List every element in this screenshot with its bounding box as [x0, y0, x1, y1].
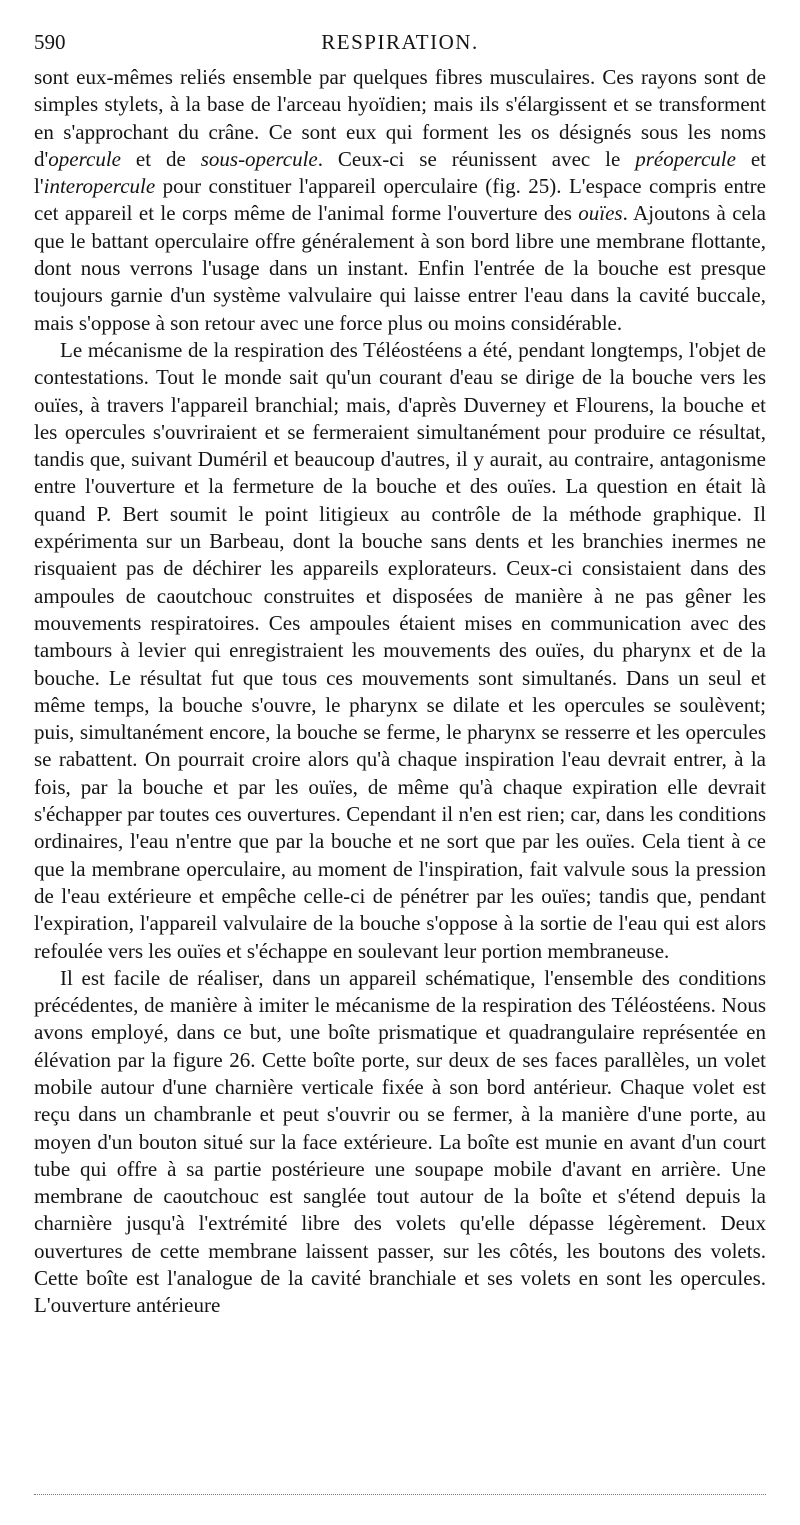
paragraph — [34, 337, 766, 965]
italic-term: sous-opercule — [200, 146, 318, 171]
text-run: pour constituer l'appareil operculaire (fig. 25). L'espace compris entre cet appareil et le corps même de l'animal forme l'ouverture des — [34, 174, 766, 226]
text-run: sont eux-mêmes reliés ensemble par quelques fibres musculaires. Ces rayons sont de simples stylets, à la base de l'arceau hyoïdien; mais ils s'élargissent et se transforment en s'approchant du crâne. Ce sont eux qui forment les os désignés sous les noms d' — [34, 65, 766, 171]
text-run: . Ceux-ci se réunissent avec le — [317, 146, 636, 171]
text-run: Il est facile de réaliser, dans un appareil schématique, l'ensemble des conditions précédentes, de manière à imiter le mécanisme de la respiration des Téléostéens. Nous avons employé, dans ce but, une boîte prismatique et quadrangulaire représentée en élévation par la figure 26. Cette boîte porte, sur deux de ses faces parallèles, un volet mobile autour d'une charnière verticale fixée à son bord antérieur. Chaque volet est reçu dans un chambranle et peut s'ouvrir ou se fermer, à la manière d'une porte, au moyen d'un bouton situé sur la face extérieure. La boîte est munie en avant d'un court tube qui offre à sa partie postérieure une soupape mobile d'avant en arrière. Une membrane de caoutchouc est sanglée tout autour de la boîte et s'étend depuis la charnière jusqu'à l'extrémité libre des volets qu'elle dépasse légèrement. Deux ouvertures de cette membrane laissent passer, sur les côtés, les boutons des volets. Cette boîte est l'analogue de la cavité branchiale et ses volets en sont les opercules. L'ouverture antérieure — [34, 965, 766, 1318]
italic-term: opercule — [48, 146, 121, 171]
text-run: Le mécanisme de la respiration des Téléostéens a été, pendant longtemps, l'objet de contestations. Tout le monde sait qu'un courant d'eau se dirige de la bouche vers les ouïes, à travers l'appareil branchial; mais, d'après Duverney et Flourens, la bouche et les opercules s'ouvriraient et se fermeraient simultanément pour produire ce résultat, tandis que, suivant Duméril et beaucoup d'autres, il y aurait, au contraire, antagonisme entre l'ouverture et la fermeture de la bouche et des ouïes. La question en était là quand P. Bert soumit le point litigieux au contrôle de la méthode graphique. Il expérimenta sur un Barbeau, dont la bouche sans dents et les branchies inermes ne risquaient pas de déchirer les appareils explorateurs. Ceux-ci consistaient dans des ampoules de caoutchouc construites et disposées de manière à ne pas gêner les mouvements respiratoires. Ces ampoules étaient mises en communication avec des tambours à levier qui enregistraient les mouvements des ouïes, du pharynx et de la bouche. Le résultat fut que tous ces mouvements sont simultanés. Dans un seul et même temps, la bouche s'ouvre, le pharynx se dilate et les opercules se soulèvent; puis, simultanément encore, la bouche se ferme, le pharynx se resserre et les opercules se rabattent. On pourrait croire alors qu'à chaque inspiration l'eau devrait entrer, à la fois, par la bouche et par les ouïes, de même qu'à chaque expiration elle devrait s'échapper par toutes ces ouvertures. Cependant il n'en est rien; car, dans les conditions ordinaires, l'eau n'entre que par la bouche et ne sort que par les ouïes. Cela tient à ce que la membrane operculaire, au moment de l'inspiration, fait valvule sous la pression de l'eau extérieure et empêche celle-ci de pénétrer par les ouïes; tandis que, pendant l'expiration, l'appareil valvulaire de la bouche s'oppose à la sortie de l'eau qui est alors refoulée vers les ouïes et s'échappe en soulevant leur portion membraneuse. — [34, 337, 766, 963]
italic-term: ouïes — [578, 201, 623, 226]
page-header — [34, 30, 766, 60]
italic-term: préopercule — [635, 146, 736, 171]
text-run: et l' — [34, 146, 766, 199]
italic-term: interopercule — [43, 174, 156, 199]
paragraph — [34, 965, 766, 1320]
body-text — [34, 64, 766, 1320]
footer-rule — [34, 1494, 766, 1495]
text-run: et de — [121, 146, 201, 171]
paragraph — [34, 64, 766, 337]
running-head: RESPIRATION. — [321, 30, 479, 54]
page-number: 590 — [34, 30, 66, 54]
text-run: . Ajoutons à cela que le battant operculaire offre généralement à son bord libre une membrane flottante, dont nous verrons l'usage dans un instant. Enfin l'entrée de la bouche est presque toujours garnie d'un système valvulaire qui laisse entrer l'eau dans la cavité buccale, mais s'oppose à son retour avec une force plus ou moins considérable. — [34, 201, 766, 335]
